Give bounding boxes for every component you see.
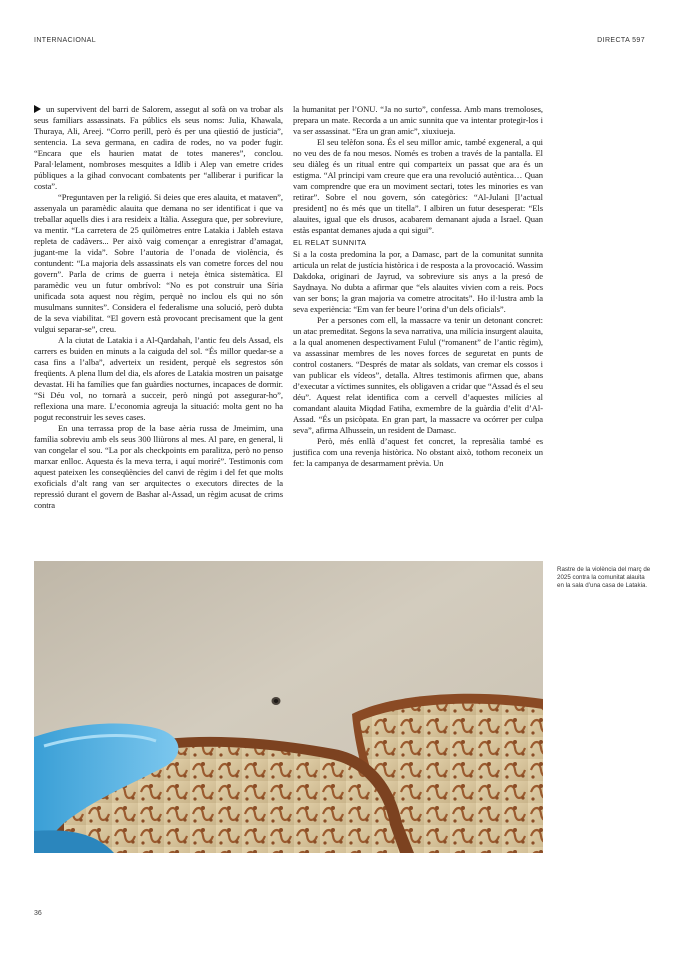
article-paragraph: la humanitat per l’ONU. “Ja no surto”, confessa. Amb mans tremoloses, prepara un mate. Recorda a un amic sunnita que va intentar protegir-los i va ser assassinat. “Era un gran amic”, xiuxiueja. (293, 104, 543, 136)
article-column-left (34, 104, 283, 511)
article-paragraph (34, 104, 283, 192)
article-paragraph: A la ciutat de Latakia i a Al-Qardahah, l’antic feu dels Assad, els carrers es buiden en minuts a la caiguda del sol. “És millor quedar-se a casa fins a l’alba”, adverteix un resident, perquè els segrestos són freqüents. A plena llum del dia, els afores de Latakia mostren un paisatge devastat. Hi ha famílies que fan guàrdies nocturnes, incapaces de dormir. “Si Déu vol, no tornarà a succeir, però ningú pot assegurar-ho”, reflexiona una mare. L’economia agreuja la situació: molta gent no ha pogut reconstruir les seves cases. (34, 335, 283, 422)
article-paragraph: Per a persones com ell, la massacre va tenir un detonant concret: un atac premeditat. Segons la seva narrativa, una milícia insurgent alauita, a la qual anomenen despectivament Fulul (“romanent” de l’antic règim), va assassinar membres de les noves forces de seguretat en punts de control costaners. “Després de matar als soldats, van cremar els cossos i van publicar els vídeos”, detalla. Altres testimonis afirmen que, abans d’executar a víctimes sunnites, els obligaven a cridar que “Assad és el seu déu”. Aquest relat identifica com a cervell d’aquestes milícies al comandant alauita Miqdad Fatiha, exmembre de la guàrdia d’elit d’Al-Assad. “És un psicòpata. En gran part, la massacre va ocórrer per culpa seva”, afirma Alhussein, un resident de Damasc. (293, 315, 543, 435)
article-paragraph: Si a la costa predomina la por, a Damasc, part de la comunitat sunnita articula un relat de justícia històrica i de resposta a la provocació. Wassim Dakdoka, originari de Jayrud, va sobreviure sis anys a la presó de Saydnaya. No dubta a afirmar que “els alauites vivien com a reis. Pocs van ser bons; la gran majoria va cometre atrocitats”. Ho il·lustra amb la seva experiència: “Em van fer beure l’orina d’un dels oficials”. (293, 249, 543, 314)
section-label: INTERNACIONAL (34, 37, 96, 44)
article-paragraph-text: un supervivent del barri de Salorem, assegut al sofà on va trobar als seus familiars assassinats. Fa públics els seus noms: Julia, Khawala, Thuraya, Ali, Areej. “Corro perill, però és per una qüestió de justícia”, sentencia. La seva germana, en cadira de rodes, no va poder fugir. “Encara que els haurien matat de totes maneres”, conclou. Paral·lelament, nombroses mesquites a Idlib i Alep van emetre crides públiques a la gihad convocant combatents per “alliberar i purificar la costa”. (34, 104, 283, 191)
article-paragraph: El seu telèfon sona. És el seu millor amic, també exgeneral, a qui no veu des de fa nou mesos. Només es troben a través de la pantalla. El seu diàleg és un ritual entre qui comparteix un passat que ara és un estigma. “Al principi vam creure que era una revolució autèntica… Quan vam comprendre que era un moviment sectari, totes les minories es van retirar”. Sobre el nou govern, són categòrics: “Al-Julani [l’actual president] no és més que un titella”. I albiren un futur desesperat: “Els alauites, igual que els drusos, acabarem demanant ajuda a Israel. Quan estàs espantat demanes ajuda a qui sigui”. (293, 137, 543, 235)
page-number: 36 (34, 910, 42, 917)
article-paragraph: “Preguntaven per la religió. Si deies que eres alauita, et mataven”, assenyala un paramèdic alauita que demana no ser identificat i que va treballar aquells dies i ara resideix a Itàlia. Assegura que, per sobreviure, va mentir. “La carretera de 25 quilòmetres entre Latakia i Jableh estava repleta de cadàvers... Per això vaig començar a enregistrar d’amagat, jugant-me la vida”. Sobre l’autoria de l’onada de violència, és contundent: “La majoria dels assassinats els van cometre forces del nou govern”. Parla de crims de guerra i neteja ètnica sistemàtica. El paramèdic veu un futur ombrívol: “No es pot construir una Síria unificada sota aquest nou règim, perquè no inclou els qui no són musulmans sunnites”. Considera el federalisme una solució, però dubta de la seva viabilitat. “El govern està provocant precisament que la gent vulgui separar-se”, creu. (34, 192, 283, 334)
article-column-right (293, 104, 543, 469)
article-paragraph: En una terrassa prop de la base aèria russa de Jmeimim, una família sobreviu amb els seus 300 lliùrons al mes. Al pare, en general, li van congelar el sou. “La por als checkpoints em paralitza, però no penso marxar enlloc. Aquesta és la meva terra, i aquí moriré”. Testimonis com aquest pateixen les conseqüències del canvi de règim i del fet que molts exoficials d’alt rang van ser arquitectes o executors directes de la repressió durant el govern de Bashar al-Assad, un règim acusat de crims contra (34, 423, 283, 510)
article-paragraph: Però, més enllà d’aquest fet concret, la represàlia també es justifica com una revenja històrica. No obstant això, tothom reconeix un fet: la campanya de desarmament prèvia. Un (293, 436, 543, 468)
article-photo (34, 561, 543, 853)
photo-caption: Rastre de la violència del març de 2025 contra la comunitat alauita en la sala d’una casa de Latakia. (557, 566, 651, 589)
section-subheading: EL RELAT SUNNITA (293, 238, 367, 247)
publication-issue: DIRECTA 597 (597, 37, 645, 44)
continuation-arrow-icon (34, 105, 41, 113)
